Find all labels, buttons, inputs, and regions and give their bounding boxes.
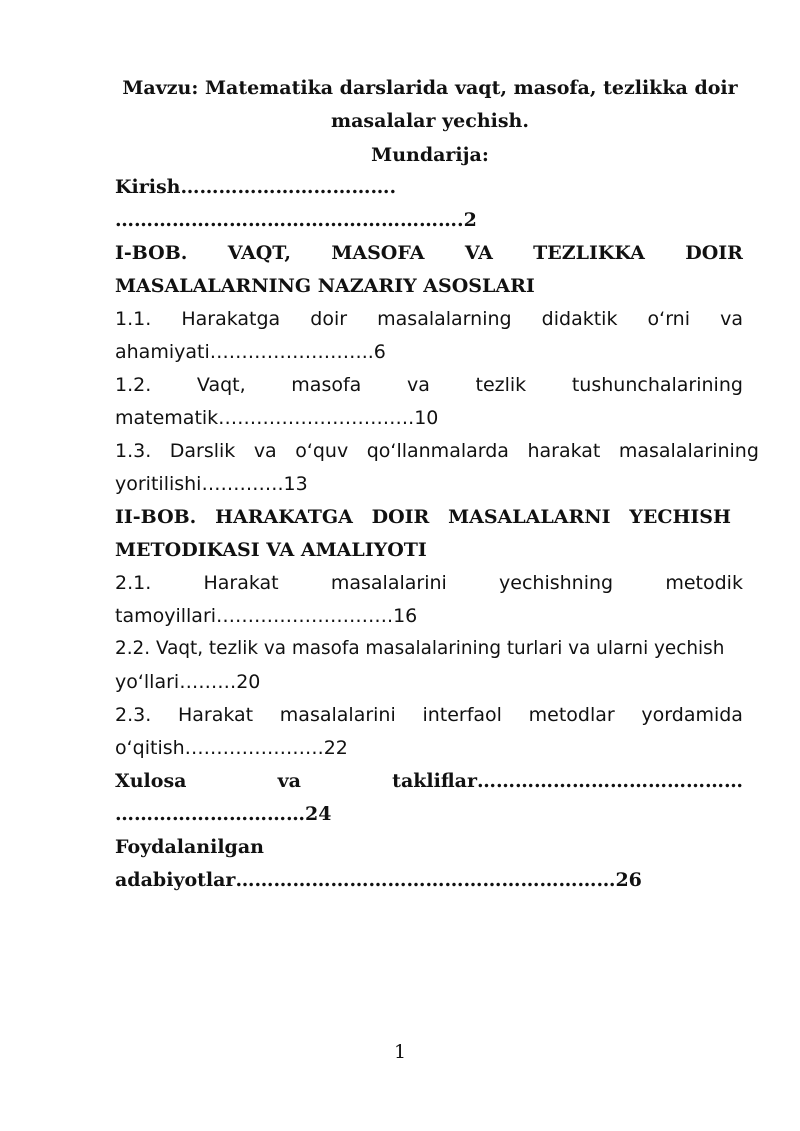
- toc-references-line-2: adabiyotlar……………………………………………………26: [115, 869, 642, 891]
- toc-word: masalalarning: [377, 308, 512, 330]
- toc-word: masofa: [291, 374, 362, 396]
- toc-word: metodik: [665, 572, 743, 594]
- toc-section-1-3-line-1: [115, 438, 759, 464]
- toc-word: takliflar……………………………………: [392, 770, 743, 792]
- toc-word: HARAKATGA: [215, 506, 353, 528]
- toc-word: I-BOB.: [115, 242, 188, 264]
- toc-word: harakat: [527, 440, 601, 462]
- toc-word: Xulosa: [115, 770, 187, 792]
- toc-chapter-1-line-2: MASALALARNING NAZARIY ASOSLARI: [115, 275, 535, 297]
- toc-word: masalalarini: [330, 572, 447, 594]
- toc-conclusion-line-2: …………………………24: [115, 803, 332, 825]
- toc-word: o‘quv: [295, 440, 349, 462]
- toc-word: metodlar: [528, 704, 615, 726]
- document-title-line-2: masalalar yechish.: [331, 110, 529, 132]
- toc-word: Darslik: [169, 440, 236, 462]
- toc-word: va: [720, 308, 743, 330]
- toc-section-2-3-line-1: [115, 702, 743, 728]
- toc-word: tushunchalarining: [571, 374, 743, 396]
- toc-word: DOIR: [371, 506, 430, 528]
- toc-section-2-1-line-2: tamoyillari……………………….16: [115, 605, 418, 627]
- toc-word: qo‘llanmalarda: [366, 440, 509, 462]
- toc-word: interfaol: [422, 704, 502, 726]
- toc-word: masalalarining: [618, 440, 759, 462]
- toc-word: va: [406, 374, 430, 396]
- toc-section-1-2-line-1: [115, 372, 743, 398]
- toc-word: Harakat: [177, 704, 254, 726]
- toc-word: TEZLIKKA: [533, 242, 645, 264]
- toc-word: MASOFA: [331, 242, 425, 264]
- toc-section-2-2-line-2: yo‘llari………20: [115, 671, 261, 693]
- toc-word: tezlik: [475, 374, 527, 396]
- toc-word: yordamida: [641, 704, 743, 726]
- toc-word: VA: [464, 242, 493, 264]
- toc-chapter-2-line-2: METODIKASI VA AMALIYOTI: [115, 539, 427, 561]
- toc-word: masalalarini: [279, 704, 396, 726]
- toc-word: didaktik: [541, 308, 618, 330]
- toc-references-line-1: Foydalanilgan: [115, 836, 264, 858]
- page-number: 1: [393, 1041, 407, 1063]
- toc-section-2-2-line-1: 2.2. Vaqt, tezlik va masofa masalalarining turlari va ularni yechish: [115, 638, 725, 659]
- toc-word: va: [277, 770, 301, 792]
- document-title-line-1: Mavzu: Matematika darslarida vaqt, masofa, tezlikka doir: [122, 77, 738, 99]
- toc-chapter-2-line-1: [115, 504, 731, 530]
- toc-word: va: [253, 440, 277, 462]
- toc-word: 1.1.: [115, 308, 152, 330]
- toc-word: doir: [310, 308, 348, 330]
- toc-word: Harakat: [203, 572, 279, 594]
- toc-word: DOIR: [685, 242, 743, 264]
- toc-entry-intro-line-1: Kirish…………………………….: [115, 176, 397, 198]
- toc-word: Vaqt,: [196, 374, 246, 396]
- toc-section-1-3-line-2: yoritilishi………….13: [115, 473, 308, 495]
- toc-word: Harakatga: [181, 308, 281, 330]
- toc-section-1-1-line-2: ahamiyati……………………..6: [115, 341, 386, 363]
- toc-section-1-1-line-1: [115, 306, 743, 332]
- toc-word: yechishning: [499, 572, 614, 594]
- toc-chapter-1-line-1: [115, 240, 743, 266]
- toc-word: MASALALARNI: [448, 506, 611, 528]
- toc-word: o‘rni: [647, 308, 690, 330]
- toc-word: II-BOB.: [115, 506, 197, 528]
- toc-word: 1.3.: [115, 440, 152, 462]
- toc-conclusion-line-1: [115, 768, 743, 794]
- toc-section-2-1-line-1: [115, 570, 743, 596]
- toc-section-1-2-line-2: matematik………………………….10: [115, 407, 439, 429]
- toc-section-2-3-line-2: o‘qitish………………….22: [115, 737, 348, 759]
- toc-entry-intro-line-2: ……………………………………………….2: [115, 209, 477, 231]
- toc-word: 1.2.: [115, 374, 152, 396]
- toc-heading: Mundarija:: [371, 144, 489, 166]
- toc-word: 2.3.: [115, 704, 152, 726]
- toc-word: VAQT,: [227, 242, 291, 264]
- toc-word: YECHISH: [629, 506, 731, 528]
- toc-word: 2.1.: [115, 572, 152, 594]
